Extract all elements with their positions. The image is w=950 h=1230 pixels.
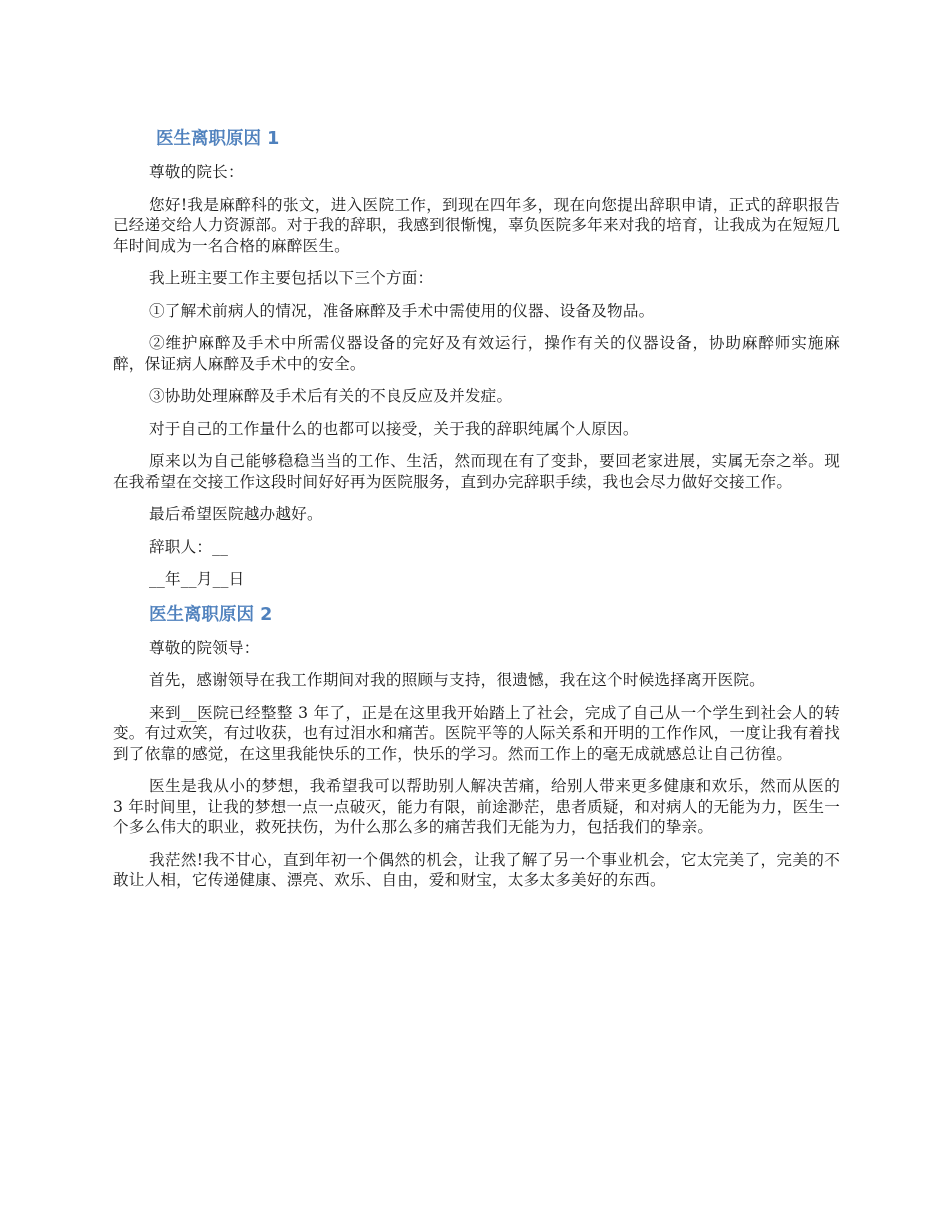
section-2-heading: 医生离职原因 2 bbox=[149, 604, 273, 625]
signature-line: 辞职人：__ bbox=[149, 537, 229, 556]
document-body bbox=[113, 126, 840, 903]
paragraph: 来到__医院已经整整 3 年了，正是在这里我开始踏上了社会，完成了自己从一个学生到社会人的转变。有过欢笑，有过收获，也有过泪水和痛苦。医院平等的人际关系和开明的工作作风，一度让我有着找到了依靠的感觉，在这里我能快乐的工作，快乐的学习。然而工作上的毫无成就感总让自己彷徨。 bbox=[113, 703, 840, 763]
list-item: ③协助处理麻醉及手术后有关的不良反应及并发症。 bbox=[149, 387, 513, 405]
list-item: ①了解术前病人的情况，准备麻醉及手术中需使用的仪器、设备及物品。 bbox=[149, 301, 655, 320]
paragraph: 对于自己的工作量什么的也都可以接受，关于我的辞职纯属个人原因。 bbox=[149, 419, 639, 438]
paragraph: 首先，感谢领导在我工作期间对我的照顾与支持，很遗憾，我在这个时候选择离开医院。 bbox=[149, 671, 765, 689]
date-line: __年__月__日 bbox=[149, 570, 245, 588]
list-item: ②维护麻醉及手术中所需仪器设备的完好及有效运行，操作有关的仪器设备，协助麻醉师实施麻醉，保证病人麻醉及手术中的安全。 bbox=[113, 334, 840, 373]
section-1-heading: 医生离职原因 1 bbox=[156, 129, 280, 149]
paragraph: 原来以为自己能够稳稳当当的工作、生活，然而现在有了变卦，要回老家进展，实属无奈之举。现在我希望在交接工作这段时间好好再为医院服务，直到办完辞职手续，我也会尽力做好交接工作。 bbox=[113, 452, 840, 491]
salutation: 尊敬的院长： bbox=[149, 163, 244, 181]
paragraph: 我上班主要工作主要包括以下三个方面： bbox=[149, 269, 434, 287]
paragraph: 您好!我是麻醉科的张文，进入医院工作，到现在四年多，现在向您提出辞职申请，正式的辞职报告已经递交给人力资源部。对于我的辞职，我感到很惭愧，辜负医院多年来对我的培育，让我成为在短短几年时间成为一名合格的麻醉医生。 bbox=[113, 195, 840, 255]
closing: 最后希望医院越办越好。 bbox=[149, 505, 323, 523]
paragraph: 医生是我从小的梦想，我希望我可以帮助别人解决苦痛，给别人带来更多健康和欢乐，然而从医的 3 年时间里，让我的梦想一点一点破灭，能力有限，前途渺茫，患者质疑，和对病人的无能为力，医生一个多么伟大的职业，救死扶伤，为什么那么多的痛苦我们无能为力，包括我们的挚亲。 bbox=[113, 777, 840, 836]
salutation: 尊敬的院领导： bbox=[149, 638, 260, 657]
paragraph: 我茫然!我不甘心，直到年初一个偶然的机会，让我了解了另一个事业机会，它太完美了，完美的不敢让人相，它传递健康、漂亮、欢乐、自由，爱和财宝，太多太多美好的东西。 bbox=[113, 850, 840, 889]
